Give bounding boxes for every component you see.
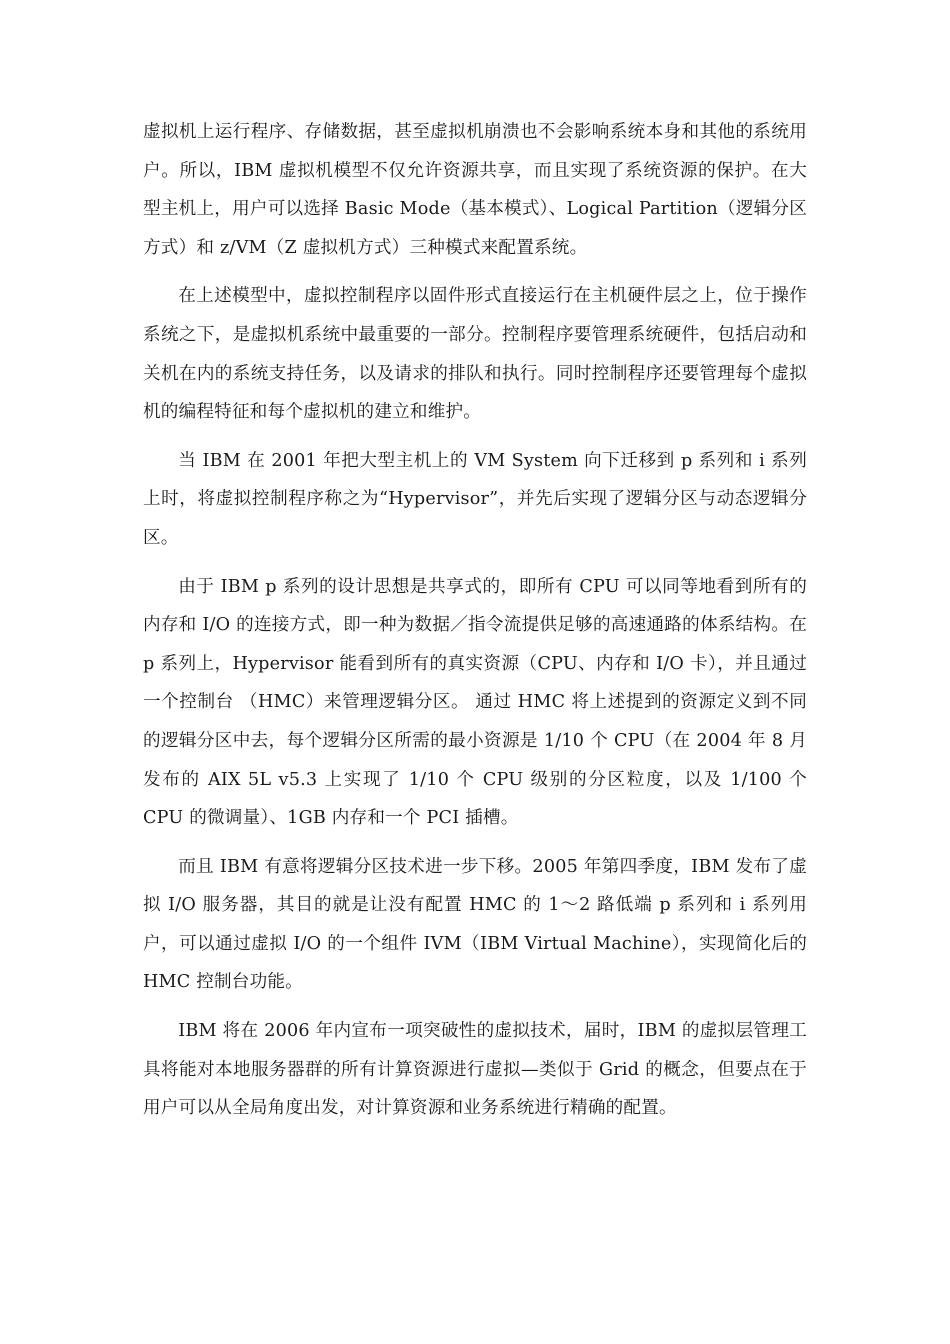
paragraph-2: 在上述模型中，虚拟控制程序以固件形式直接运行在主机硬件层之上，位于操作系统之下，是虚拟机系统中最重要的一部分。控制程序要管理系统硬件，包括启动和关机在内的系统支持任务，以及请求的排队和执行。同时控制程序还要管理每个虚拟机的编程特征和每个虚拟机的建立和维护。 (143, 286, 807, 423)
paragraph-1: 虚拟机上运行程序、存储数据，甚至虚拟机崩溃也不会影响系统本身和其他的系统用户。所以，IBM 虚拟机模型不仅允许资源共享，而且实现了系统资源的保护。在大型主机上，用户可以选择 Basic Mode（基本模式）、Logical Partition（逻辑分区方式）和 z/VM（Z 虚拟机方式）三种模式来配置系统。 (143, 122, 807, 258)
document-body (143, 113, 807, 1138)
paragraph-6: IBM 将在 2006 年内宣布一项突破性的虚拟技术，届时，IBM 的虚拟层管理工具将能对本地服务器群的所有计算资源进行虚拟—类似于 Grid 的概念，但要点在于用户可以从全局角度出发，对计算资源和业务系统进行精确的配置。 (143, 1021, 807, 1119)
paragraph-4: 由于 IBM p 系列的设计思想是共享式的，即所有 CPU 可以同等地看到所有的内存和 I/O 的连接方式，即一种为数据／指令流提供足够的高速通路的体系结构。在 p 系列上，Hypervisor 能看到所有的真实资源（CPU、内存和 I/O 卡），并且通过一个控制台 （HMC）来管理逻辑分区。 通过 HMC 将上述提到的资源定义到不同的逻辑分区中去，每个逻辑分区所需的最小资源是 1/10 个 CPU（在 2004 年 8 月发布的 AIX 5L v5.3 上实现了 1/10 个 CPU 级别的分区粒度，以及 1/100 个 CPU 的微调量）、1GB 内存和一个 PCI 插槽。 (143, 576, 807, 829)
paragraph-5: 而且 IBM 有意将逻辑分区技术进一步下移。2005 年第四季度，IBM 发布了虚拟 I/O 服务器，其目的就是让没有配置 HMC 的 1～2 路低端 p 系列和 i 系列用户，可以通过虚拟 I/O 的一个组件 IVM（IBM Virtual Machine），实现简化后的 HMC 控制台功能。 (143, 856, 807, 993)
paragraph-3: 当 IBM 在 2001 年把大型主机上的 VM System 向下迁移到 p 系列和 i 系列上时，将虚拟控制程序称之为“Hypervisor”，并先后实现了逻辑分区与动态逻辑分区。 (143, 450, 807, 548)
